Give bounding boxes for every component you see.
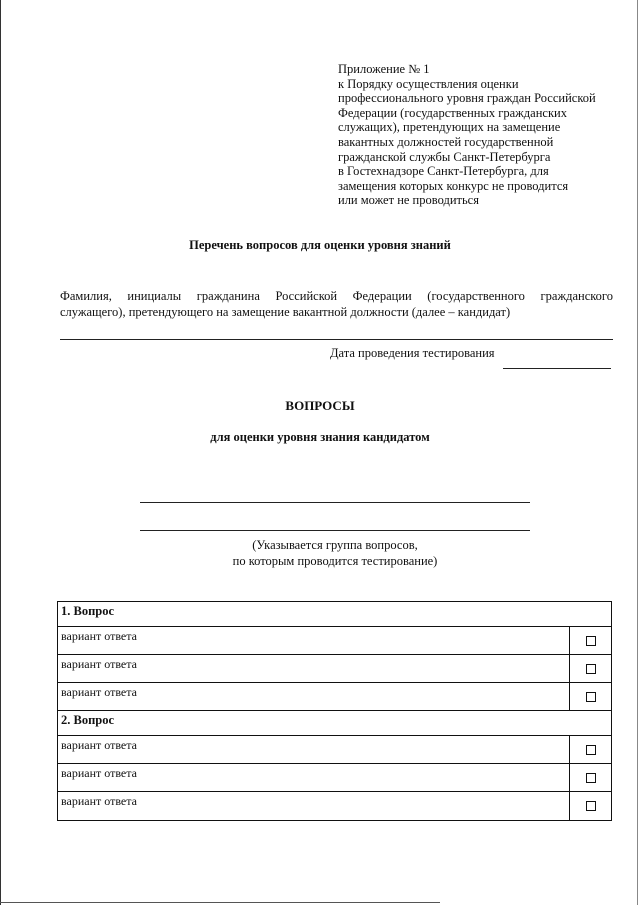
hint-line: (Указывается группа вопросов, — [252, 538, 418, 552]
answer-row — [58, 792, 611, 820]
answer-label: вариант ответа — [61, 738, 137, 752]
answer-checkbox[interactable] — [586, 773, 596, 783]
page-edge-right — [637, 0, 638, 905]
candidate-name-caption — [60, 288, 613, 320]
appendix-line: профессионального уровня граждан Российской — [338, 91, 596, 106]
answer-label: вариант ответа — [61, 685, 137, 699]
answer-checkbox[interactable] — [586, 664, 596, 674]
answer-checkbox[interactable] — [586, 801, 596, 811]
appendix-line: замещения которых конкурс не проводится — [338, 178, 569, 193]
candidate-caption-line: Фамилия, инициалы гражданина Российской Федерации (государственного гражданского — [60, 289, 613, 303]
question-group-hint — [0, 537, 640, 569]
appendix-line: вакантных должностей государственной — [338, 134, 554, 149]
answer-row — [58, 683, 611, 711]
answer-label: вариант ответа — [61, 629, 137, 643]
answer-checkbox[interactable] — [586, 636, 596, 646]
page-edge-bottom — [0, 902, 440, 903]
test-date-field-line[interactable] — [503, 368, 611, 369]
answer-label: вариант ответа — [61, 794, 137, 808]
hint-line: по которым проводится тестирование) — [232, 554, 438, 568]
answer-row — [58, 736, 611, 764]
questions-subtitle: для оценки уровня знания кандидатом — [210, 430, 430, 444]
questions-title: ВОПРОСЫ — [285, 398, 355, 413]
answer-checkbox[interactable] — [586, 745, 596, 755]
answer-row — [58, 655, 611, 683]
answer-label: вариант ответа — [61, 766, 137, 780]
page-edge-left — [0, 0, 1, 905]
candidate-caption-line: служащего), претендующего на замещение вакантной должности (далее – кандидат) — [60, 305, 511, 319]
appendix-line: Федерации (государственных гражданских — [338, 105, 567, 120]
question-title: 2. Вопрос — [58, 711, 611, 736]
answer-row — [58, 627, 611, 655]
appendix-line: или может не проводиться — [338, 193, 479, 208]
appendix-line: гражданской службы Санкт-Петербурга — [338, 149, 551, 164]
appendix-line: служащих), претендующих на замещение — [338, 120, 561, 135]
appendix-line: к Порядку осуществления оценки — [338, 76, 519, 91]
answer-row — [58, 764, 611, 792]
questions-table — [57, 601, 612, 821]
answer-label: вариант ответа — [61, 657, 137, 671]
list-title: Перечень вопросов для оценки уровня знаний — [189, 238, 451, 252]
appendix-header — [338, 62, 628, 208]
test-date-label: Дата проведения тестирования — [330, 346, 495, 360]
candidate-name-field-line[interactable] — [60, 339, 613, 340]
question-group-field-line[interactable] — [140, 530, 530, 531]
answer-checkbox[interactable] — [586, 692, 596, 702]
appendix-line: Приложение № 1 — [338, 62, 430, 76]
question-group-field-line[interactable] — [140, 502, 530, 503]
appendix-line: в Гостехнадзоре Санкт-Петербурга, для — [338, 164, 549, 179]
question-title: 1. Вопрос — [58, 602, 611, 627]
